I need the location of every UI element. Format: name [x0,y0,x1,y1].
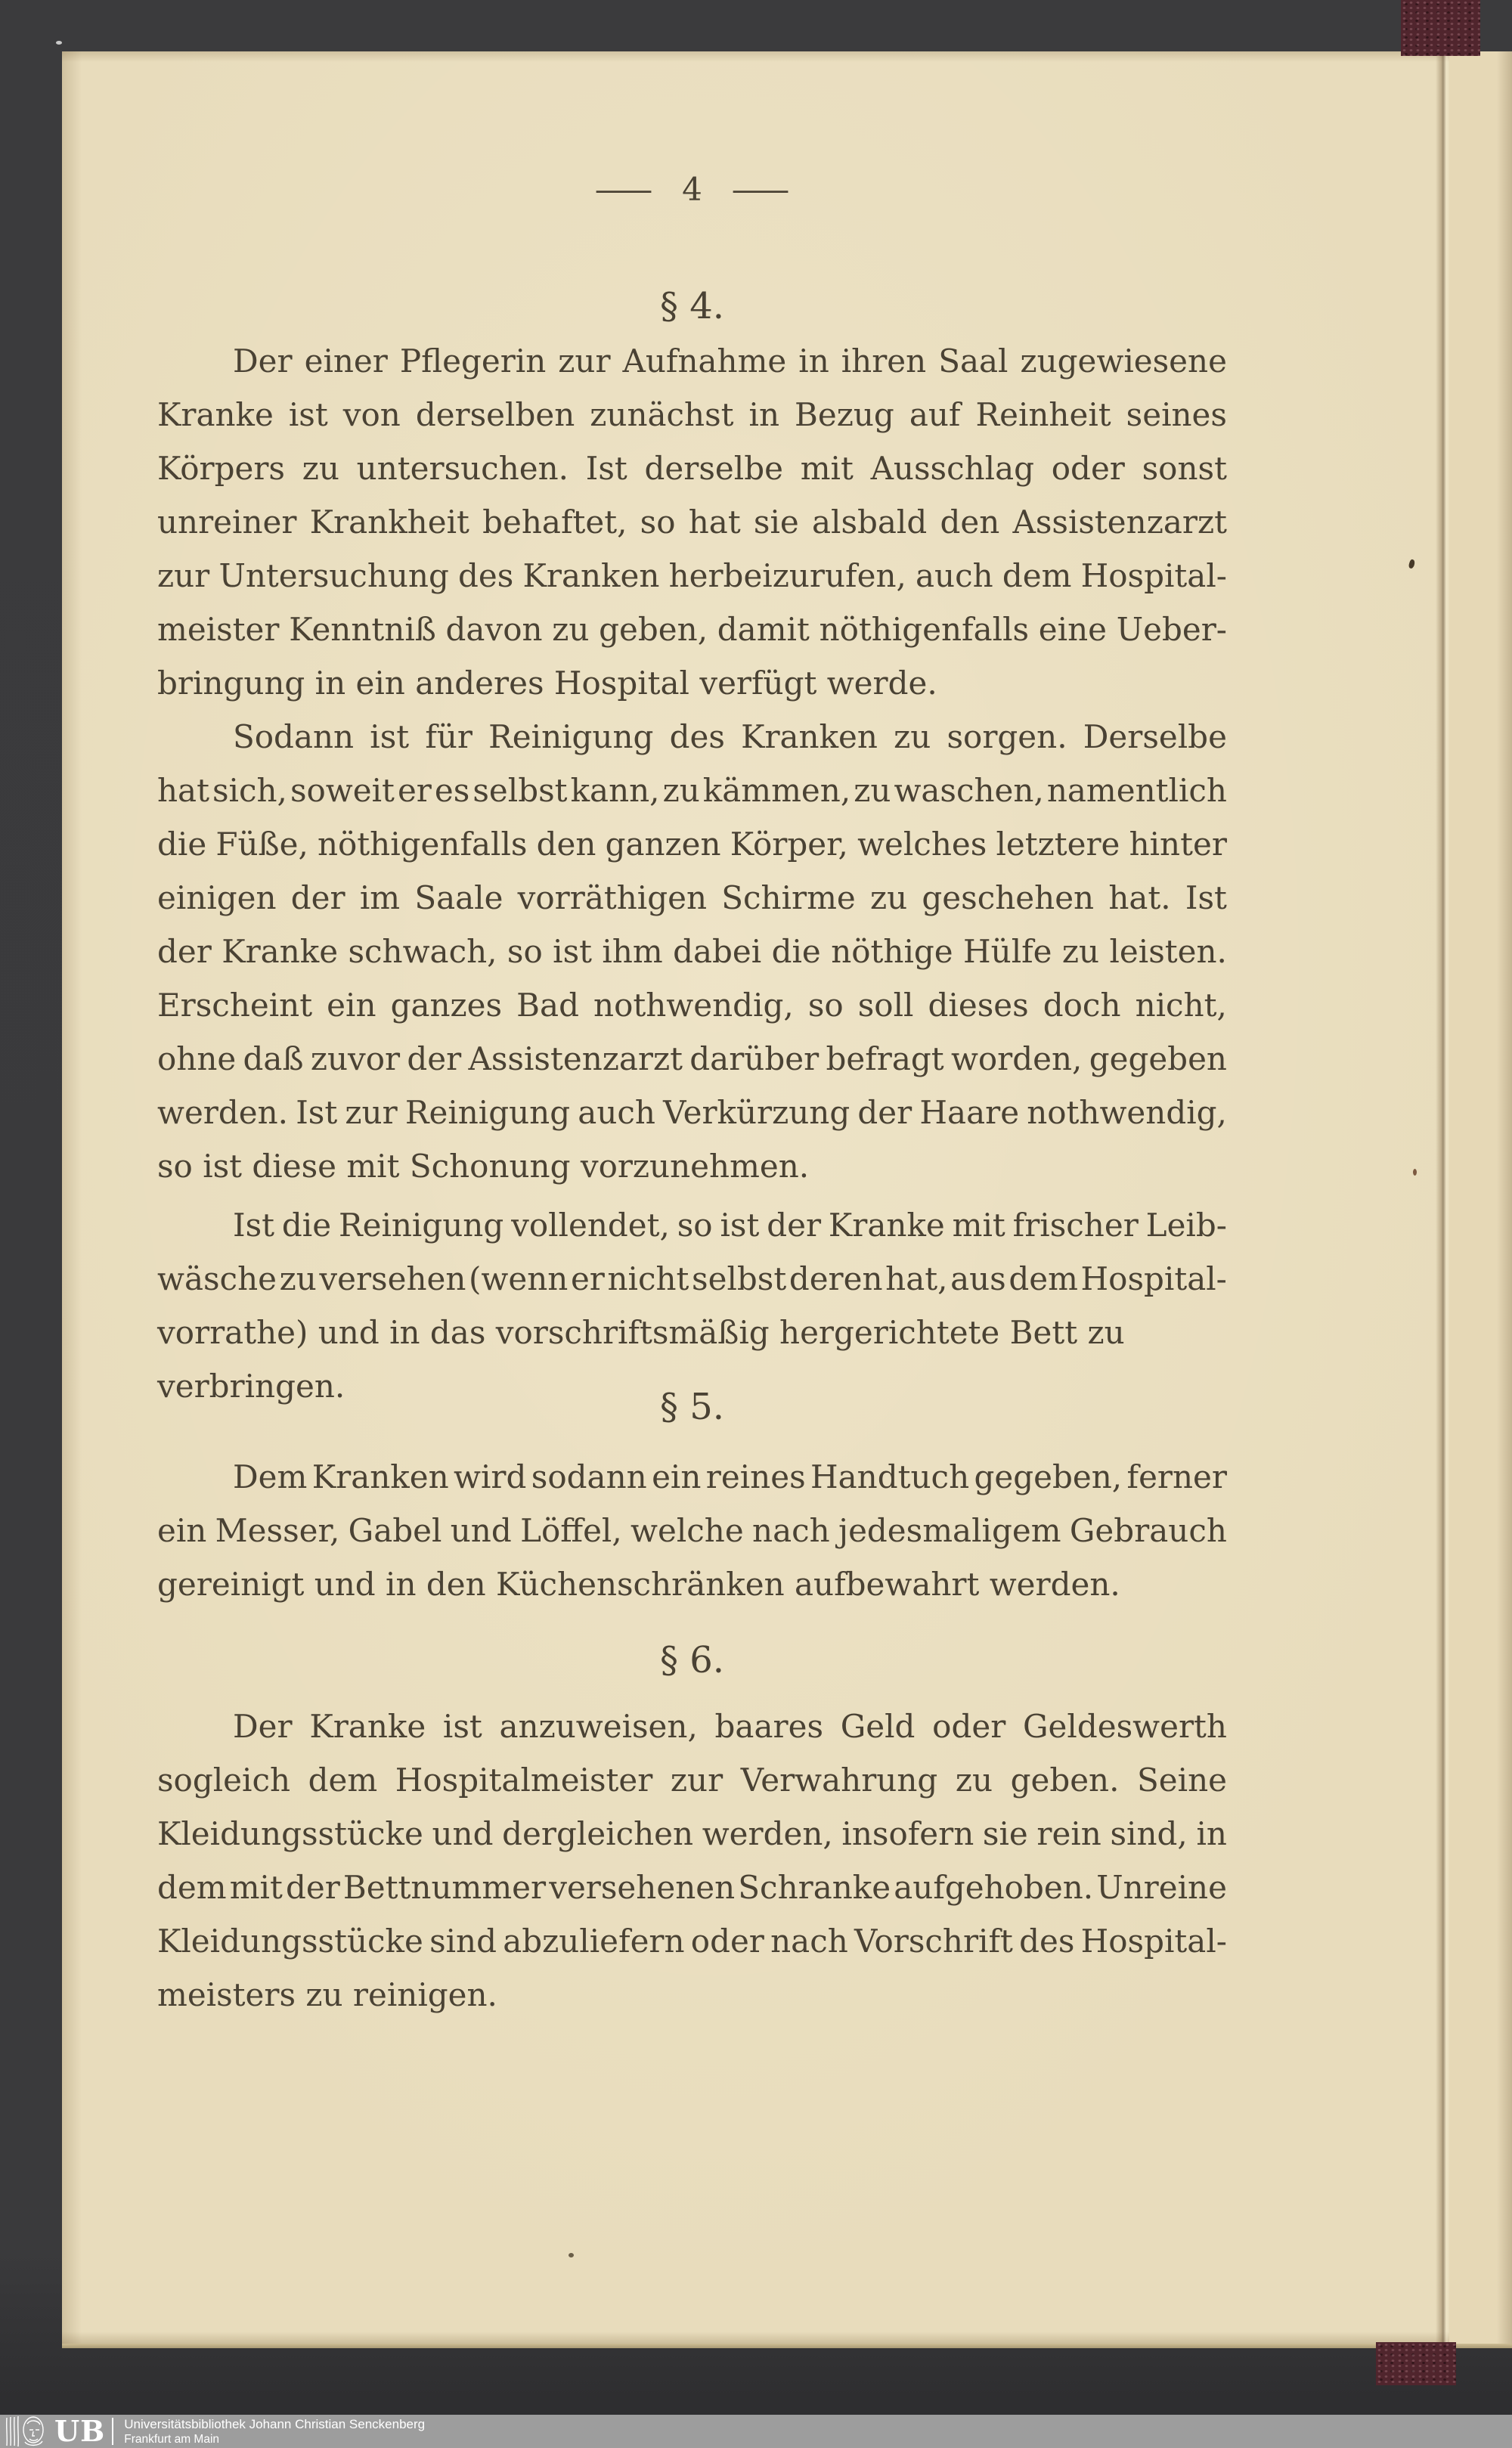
text-line: der Kranke schwach, so ist ihm dabei die nöthige Hülfe zu leisten. [157,933,1227,970]
text-line: einigen der im Saale vorräthigen Schirme zu geschehen hat. Ist [157,879,1227,916]
library-logo [0,2415,113,2448]
page-fold-crease [1436,51,1449,2344]
library-logo-icon [5,2415,53,2448]
book-cover-bottom-right [1376,2342,1456,2385]
text-line: Sodann ist für Reinigung des Kranken zu sorgen. Derselbe [233,718,1227,755]
header-dash-right: — [730,170,791,208]
text-line: vorrathe) und in das vorschriftsmäßig hergerichtete Bett zu verbringen. [157,1314,1125,1405]
text-line: ohne daß zuvor der Assistenzarzt darüber befragt worden, gegeben [157,1040,1227,1077]
text-line: hat sich, soweit er es selbst kann, zu kämmen, zu waschen, namentlich [157,772,1227,809]
paper-speck [569,2253,574,2257]
ub-logo-text: UB [54,2414,106,2448]
text-line: meister Kenntniß davon zu geben, damit nöthigenfalls eine Ueber- [157,611,1227,648]
paper-speck [1413,1169,1417,1176]
page-bottom-edge [62,2344,1512,2348]
text-line: die Füße, nöthigenfalls den ganzen Körper, welches letztere hinter [157,826,1227,863]
text-line: Körpers zu untersuchen. Ist derselbe mit Ausschlag oder sonst [157,450,1227,487]
footer-bar [0,2415,1512,2448]
paragraph [157,334,1227,710]
book-cover-top-right [1401,0,1480,56]
text-line: werden. Ist zur Reinigung auch Verkürzung der Haare nothwendig, [157,1094,1227,1131]
text-line: dem mit der Bettnummer versehenen Schranke aufgehoben. Unreine [157,1869,1227,1906]
text-line: unreiner Krankheit behaftet, so hat sie alsbald den Assistenzarzt [157,504,1227,541]
text-line: so ist diese mit Schonung vorzunehmen. [157,1148,810,1185]
text-line: ein Messer, Gabel und Löffel, welche nach jedesmaligem Gebrauch [157,1512,1227,1549]
page-curled-edge [1449,51,1512,2344]
text-line: Dem Kranken wird sodann ein reines Handtuch gegeben, ferner [233,1458,1227,1495]
text-line: meisters zu reinigen. [157,1976,497,2013]
paragraph [157,710,1227,1193]
text-line: sogleich dem Hospitalmeister zur Verwahrung zu geben. Seine [157,1762,1227,1799]
library-name: Universitätsbibliothek Johann Christian Senckenberg [124,2417,426,2431]
section-heading: § 4. [659,285,725,327]
text-line: Kleidungsstücke sind abzuliefern oder nach Vorschrift des Hospital- [157,1923,1227,1960]
paragraph [157,1700,1227,2022]
logo-separator [112,2418,113,2445]
dust-speck [56,41,62,45]
page-header-number [157,172,1227,206]
text-line: Der Kranke ist anzuweisen, baares Geld oder Geldeswerth [233,1708,1227,1745]
library-city: Frankfurt am Main [124,2433,220,2446]
text-line: wäsche zu versehen (wenn er nicht selbst deren hat, aus dem Hospital- [157,1260,1227,1297]
text-line: Kleidungsstücke und dergleichen werden, insofern sie rein sind, in [157,1815,1227,1852]
paragraph [157,1198,1227,1405]
header-dash-left: — [593,170,655,208]
text-line: gereinigt und in den Küchenschränken aufbewahrt werden. [157,1566,1120,1603]
text-line: Erscheint ein ganzes Bad nothwendig, so soll dieses doch nicht, [157,987,1227,1024]
text-line: bringung in ein anderes Hospital verfügt werde. [157,665,937,702]
text-line: Kranke ist von derselben zunächst in Bezug auf Reinheit seines [157,396,1227,433]
text-line: zur Untersuchung des Kranken herbeizurufen, auch dem Hospital- [157,557,1227,594]
text-line: Ist die Reinigung vollendet, so ist der Kranke mit frischer Leib- [233,1207,1227,1244]
section-heading: § 6. [659,1639,725,1681]
section-heading: § 5. [659,1386,725,1428]
page-number: 4 [682,170,702,208]
text-line: Der einer Pflegerin zur Aufnahme in ihren Saal zugewiesene [233,342,1227,380]
paragraph [157,1450,1227,1611]
page-text-column [157,172,1227,2022]
